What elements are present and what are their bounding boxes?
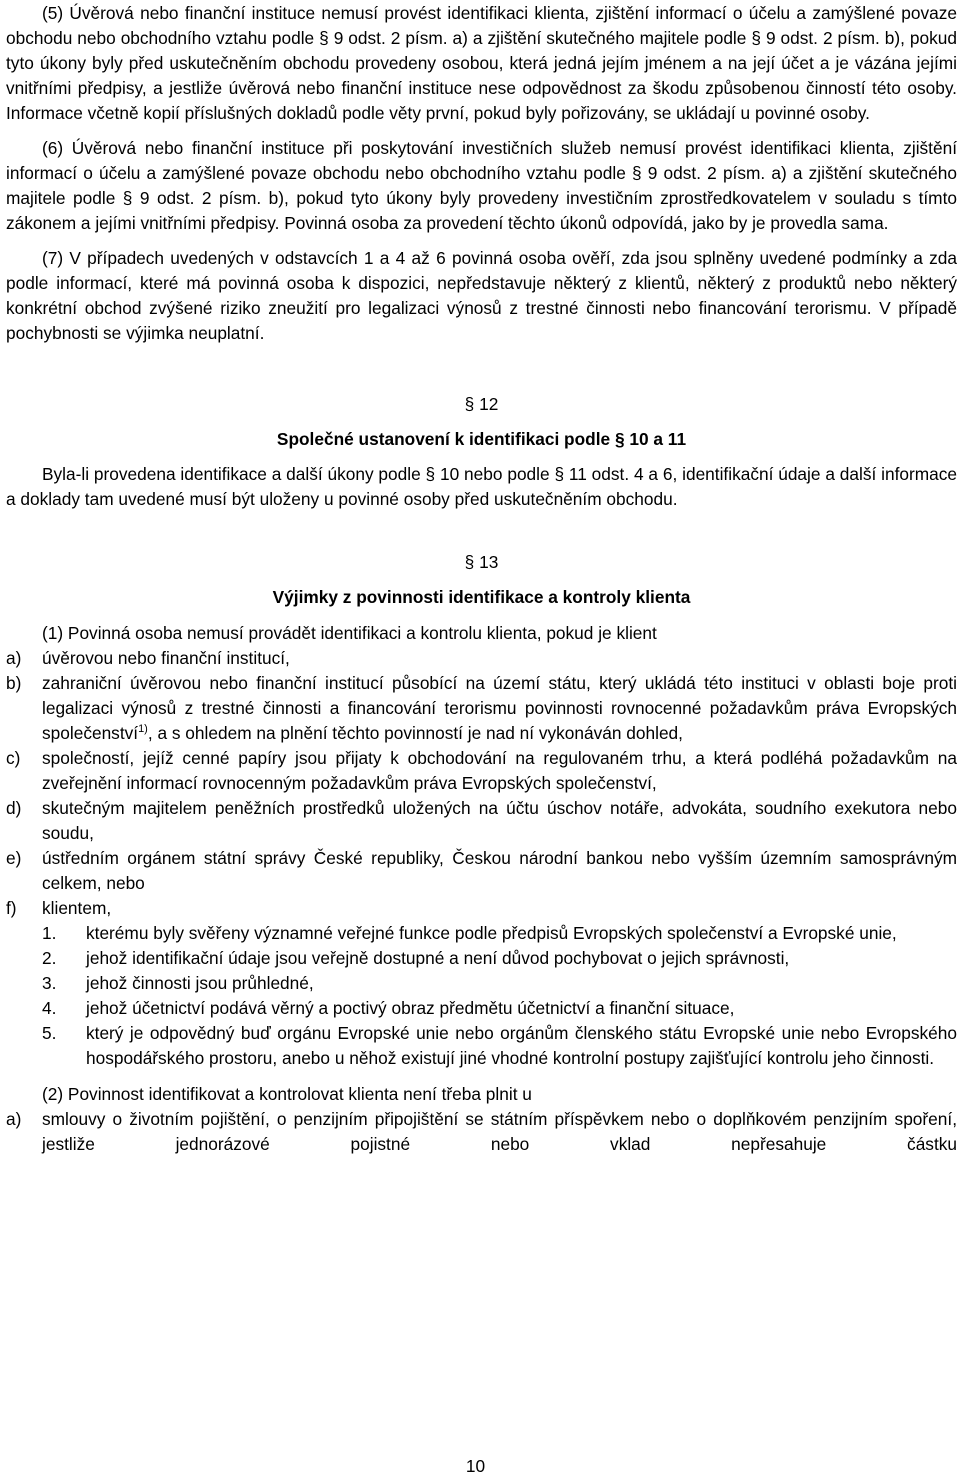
exemption-list-2 (6, 1107, 957, 1157)
sub-list-item-text: jehož činnosti jsou průhledné, (86, 973, 314, 993)
footnote-ref: 1) (138, 723, 148, 736)
list-item-text: společností, jejíž cenné papíry jsou přijaty k obchodování na regulovaném trhu, a která podléhá požadavkům na zveřejnění informací rovnocenným požadavkům práva Evropských společenství, (42, 748, 957, 793)
sub-list-item (6, 1021, 957, 1071)
sub-list-item (6, 921, 957, 946)
sub-list-item-text: jehož identifikační údaje jsou veřejně dostupné a není důvod pochybovat o jejich správnosti, (86, 948, 790, 968)
list-item-mark: d) (6, 798, 22, 818)
sub-list-item-mark: 2. (42, 948, 57, 968)
list-item-mark: a) (6, 1109, 22, 1129)
sub-list-item-mark: 4. (42, 998, 57, 1018)
list-item (6, 796, 957, 846)
paragraph-5: (5) Úvěrová nebo finanční instituce nemusí provést identifikaci klienta, zjištění informací o účelu a zamýšlené povaze obchodu nebo obchodního vztahu podle § 9 odst. 2 písm. a) a zjištění skutečného majitele podle § 9 odst. 2 písm. b), pokud tyto úkony byly před uskutečněním obchodu provedeny osobou, která jedná jejím jménem a na její účet a je vázána jejími vnitřními předpisy, a jestliže úvěrová nebo finanční instituce nese odpovědnost za škodu způsobenou činností této osoby. Informace včetně kopií příslušných dokladů podle věty první, pokud byly pořizovány, se ukládají u povinné osoby. (6, 3, 957, 123)
list-item-text: ústředním orgánem státní správy České republiky, Českou národní bankou nebo vyšším územním samosprávným celkem, nebo (42, 848, 957, 893)
list-item-text: skutečným majitelem peněžních prostředků uložených na účtu úschov notáře, advokáta, soudního exekutora nebo soudu, (42, 798, 957, 843)
list-item-mark: a) (6, 648, 22, 668)
exemption-list (6, 646, 957, 1071)
document-page (6, 0, 957, 1157)
sub-list-item (6, 946, 957, 971)
paragraph-7: (7) V případech uvedených v odstavcích 1 a 4 až 6 povinná osoba ověří, zda jsou splněny uvedené podmínky a zda podle informací, které má povinná osoba k dispozici, nepředstavuje některý z klientů, některý z produktů nebo některý konkrétní obchod zvýšené riziko zneužití pro legalizaci výnosů z trestné činnosti nebo financování terorismu. V případě pochybnosti se výjimka neuplatní. (6, 248, 957, 343)
section-12-number: § 12 (464, 394, 499, 414)
section-13-paragraph-1-intro: (1) Povinná osoba nemusí provádět identifikaci a kontrolu klienta, pokud je klient (42, 623, 657, 643)
list-item-text: zahraniční úvěrovou nebo finanční institucí působící na území státu, který ukládá této instituci v oblasti boje proti legalizaci výnosů z trestné činnosti a financování terorismu povinnosti rovnocenné požadavkům práva Evropských společenství (42, 673, 957, 743)
sub-list-item-text: jehož účetnictví podává věrný a poctivý obraz předmětu účetnictví a finanční situace, (86, 998, 735, 1018)
sub-list-item (6, 971, 957, 996)
list-item-text: smlouvy o životním pojištění, o penzijním připojištění se státním příspěvkem nebo o doplňkovém penzijním spoření, jestliže jednorázové pojistné nebo vklad nepřesahuje částku (42, 1109, 957, 1154)
section-12-text: Byla-li provedena identifikace a další úkony podle § 10 nebo podle § 11 odst. 4 a 6, identifikační údaje a další informace a doklady tam uvedené musí být uloženy u povinné osoby před uskutečněním obchodu. (6, 464, 957, 509)
list-item-mark: b) (6, 673, 22, 693)
list-item-text: úvěrovou nebo finanční institucí, (42, 648, 290, 668)
list-item-text-cont: , a s ohledem na plnění těchto povinností je nad ní vykonáván dohled, (147, 723, 683, 743)
list-item-mark: f) (6, 898, 17, 918)
sub-list-item-mark: 5. (42, 1023, 57, 1043)
list-item (6, 896, 957, 921)
list-item (6, 671, 957, 746)
list-item-text: klientem, (42, 898, 112, 918)
section-13-number: § 13 (464, 552, 499, 572)
list-item-mark: e) (6, 848, 22, 868)
sub-list-item-mark: 1. (42, 923, 57, 943)
paragraph-6: (6) Úvěrová nebo finanční instituce při poskytování investičních služeb nemusí provést identifikaci klienta, zjištění informací o účelu a zamýšlené povaze obchodu nebo obchodního vztahu podle § 9 odst. 2 písm. a) a zjištění skutečného majitele podle § 9 odst. 2 písm. b), pokud tyto úkony byly provedeny investičním zprostředkovatelem v souladu s tímto zákonem a jejími vnitřními předpisy. Povinná osoba za provedení těchto úkonů odpovídá, jako by je provedla sama. (6, 138, 957, 233)
section-13-title: Výjimky z povinnosti identifikace a kontroly klienta (272, 587, 691, 607)
sub-list-item-text: kterému byly svěřeny významné veřejné funkce podle předpisů Evropských společenství a Evropské unie, (86, 923, 897, 943)
list-item (6, 646, 957, 671)
section-12-title: Společné ustanovení k identifikaci podle § 10 a 11 (276, 429, 687, 449)
list-item (6, 746, 957, 796)
sub-list-item-text: který je odpovědný buď orgánu Evropské unie nebo orgánům členského státu Evropské unie nebo Evropského hospodářského prostoru, anebo u něhož existují jiné vhodné kontrolní postupy zajišťující kontrolu jeho činnosti. (86, 1023, 957, 1068)
list-item (6, 846, 957, 896)
list-item-mark: c) (6, 748, 21, 768)
page-number: 10 (465, 1456, 486, 1476)
list-item (6, 1107, 957, 1157)
sub-list-item (6, 996, 957, 1021)
section-13-paragraph-2-intro: (2) Povinnost identifikovat a kontrolovat klienta není třeba plnit u (42, 1084, 532, 1104)
sub-list-item-mark: 3. (42, 973, 57, 993)
